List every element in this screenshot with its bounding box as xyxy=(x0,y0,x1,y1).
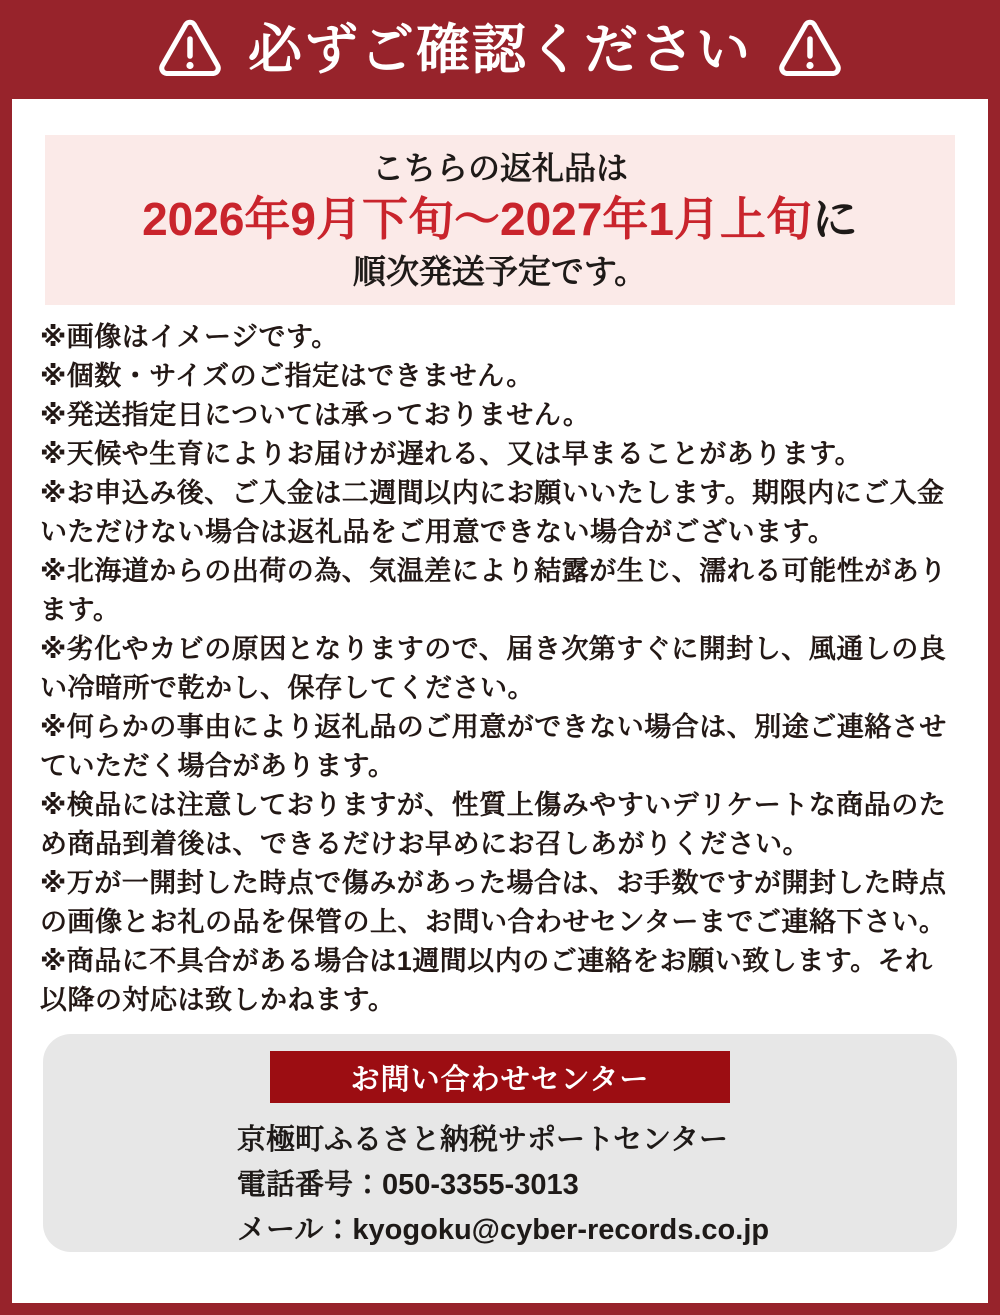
note-item: ※画像はイメージです。 xyxy=(40,322,339,352)
note-item: ※天候や生育によりお届けが遅れる、又は早まることがあります。 xyxy=(40,439,863,469)
warning-triangle-icon xyxy=(158,18,222,81)
shipping-notice-intro: こちらの返礼品は xyxy=(371,149,628,186)
notes-list xyxy=(12,318,988,1020)
note-item: ※劣化やカビの原因となりますので、届き次第すぐに開封し、風通しの良い冷暗所で乾かし、保存してください。 xyxy=(40,634,947,703)
shipping-period: 2026年9月下旬～2027年1月上旬 xyxy=(142,192,812,245)
shipping-notice-box xyxy=(45,135,955,305)
shipping-notice-outro: 順次発送予定です。 xyxy=(352,252,648,290)
note-item: ※万が一開封した時点で傷みがあった場合は、お手数ですが開封した時点の画像とお礼の品を保管の上、お問い合わせセンターまでご連絡下さい。 xyxy=(40,868,947,937)
contact-phone: 電話番号：050-3355-3013 xyxy=(237,1169,579,1201)
note-item: ※検品には注意しておりますが、性質上傷みやすいデリケートな商品のため商品到着後は、できるだけお早めにお召しあがりください。 xyxy=(40,790,947,859)
contact-box xyxy=(43,1034,957,1252)
note-item: ※北海道からの出荷の為、気温差により結露が生じ、濡れる可能性があります。 xyxy=(40,556,947,625)
note-item: ※個数・サイズのご指定はできません。 xyxy=(40,361,534,391)
banner-title: 必ずご確認ください xyxy=(248,19,752,80)
content-area xyxy=(12,99,988,1303)
contact-details xyxy=(43,1118,957,1252)
warning-banner xyxy=(0,0,1000,99)
note-item: ※何らかの事由により返礼品のご用意ができない場合は、別途ご連絡させていただく場合があります。 xyxy=(40,712,947,781)
note-item: ※商品に不具合がある場合は1週間以内のご連絡をお願い致します。それ以降の対応は致しかねます。 xyxy=(40,946,933,1015)
shipping-period-line xyxy=(142,192,858,247)
contact-center-name: 京極町ふるさと納税サポートセンター xyxy=(237,1124,728,1156)
contact-header: お問い合わせセンター xyxy=(270,1051,730,1103)
note-item: ※お申込み後、ご入金は二週間以内にお願いいたします。期限内にご入金いただけない場合は返礼品をご用意できない場合がございます。 xyxy=(40,478,945,547)
shipping-period-suffix: に xyxy=(811,192,858,245)
warning-triangle-icon xyxy=(778,18,842,81)
note-item: ※発送指定日については承っておりません。 xyxy=(40,400,591,430)
contact-email: メール：kyogoku@cyber-records.co.jp xyxy=(237,1214,770,1246)
